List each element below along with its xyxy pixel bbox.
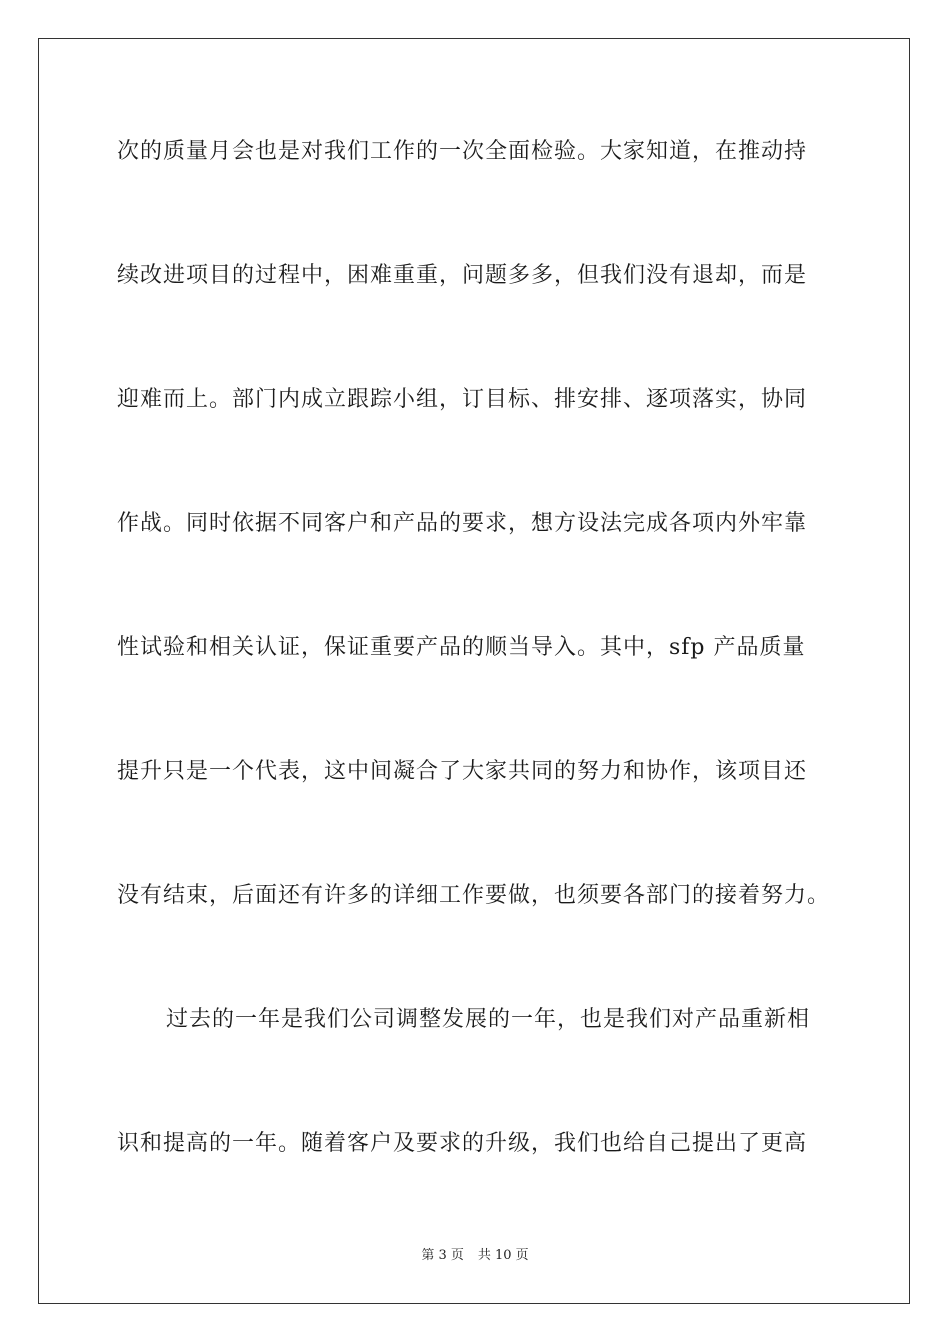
body-text-line-3: 迎难而上。部门内成立跟踪小组，订目标、排安排、逐项落实，协同 [117,387,808,412]
body-text-line-2: 续改进项目的过程中，困难重重，问题多多，但我们没有退却，而是 [117,263,808,288]
page-footer [0,1247,950,1265]
page-number: 第 3 页 [421,1248,464,1263]
page-total: 共 10 页 [477,1248,529,1263]
body-text-line-5: 性试验和相关认证，保证重要产品的顺当导入。其中，sfp 产品质量 [117,635,806,660]
body-text-line-7: 没有结束，后面还有许多的详细工作要做，也须要各部门的接着努力。 [117,883,831,908]
body-text-line-1: 次的质量月会也是对我们工作的一次全面检验。大家知道，在推动持 [117,139,808,164]
body-text-line-9: 识和提高的一年。随着客户及要求的升级，我们也给自己提出了更高 [117,1131,808,1156]
body-text-line-6: 提升只是一个代表，这中间凝合了大家共同的努力和协作，该项目还 [117,759,808,784]
page-border [38,38,910,1304]
body-text-line-8: 过去的一年是我们公司调整发展的一年，也是我们对产品重新相 [166,1007,811,1032]
body-text-line-4: 作战。同时依据不同客户和产品的要求，想方设法完成各项内外牢靠 [117,511,808,536]
